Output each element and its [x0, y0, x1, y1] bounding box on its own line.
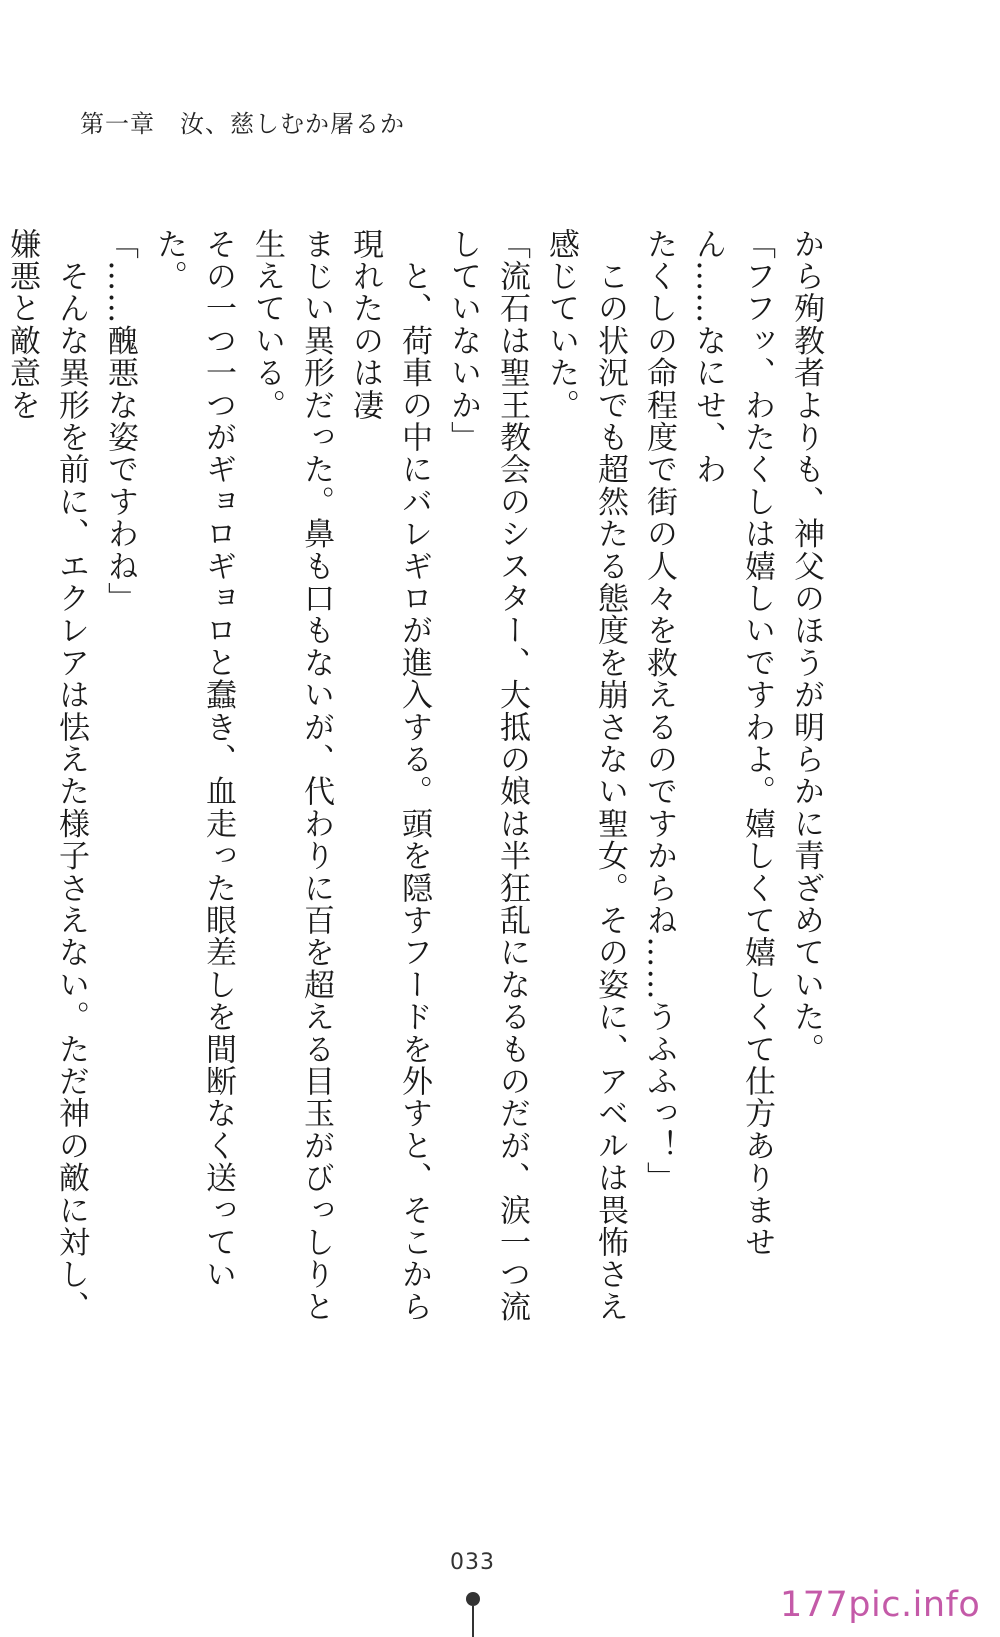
text-line: と、荷車の中にバレギロが進入する。頭を隠すフードを外すと、そこから現れたのは凄	[347, 228, 432, 1323]
text-line: そんな異形を前に、エクレアは怯えた様子さえない。ただ神の敵に対し、嫌悪と敵意を	[4, 228, 89, 1323]
text-line: 「……醜悪な姿ですわね」	[102, 228, 138, 615]
text-line: この状況でも超然たる態度を崩さない聖女。その姿に、アベルは畏怖さえ感じていた。	[543, 228, 628, 1323]
page-marker-dot	[466, 1592, 480, 1606]
text-line: まじい異形だった。鼻も口もないが、代わりに百を超える目玉がびっしりと生えている。	[249, 228, 334, 1323]
text-line: 「流石は聖王教会のシスター、大抵の娘は半狂乱になるものだが、涙一つ流していないか」	[445, 228, 530, 1323]
page-marker-line	[472, 1606, 474, 1637]
text-line: たくしの命程度で街の人々を救えるのですからね……うふふっ！」	[641, 228, 677, 1194]
page-number: 033	[450, 1550, 495, 1575]
text-line: 「フフッ、わたくしは嬉しいですわよ。嬉しくて嬉しくて仕方ありません……なにせ、わ	[690, 228, 775, 1259]
watermark: 177pic.info	[780, 1585, 981, 1625]
text-line: その一つ一つがギョロギョロと蠢き、血走った眼差しを間断なく送っていた。	[151, 228, 236, 1291]
vertical-text-body	[4, 228, 830, 1328]
text-line: から殉教者よりも、神父のほうが明らかに青ざめていた。	[788, 228, 824, 1066]
running-head: 第一章 汝、慈しむか屠るか	[80, 110, 405, 138]
